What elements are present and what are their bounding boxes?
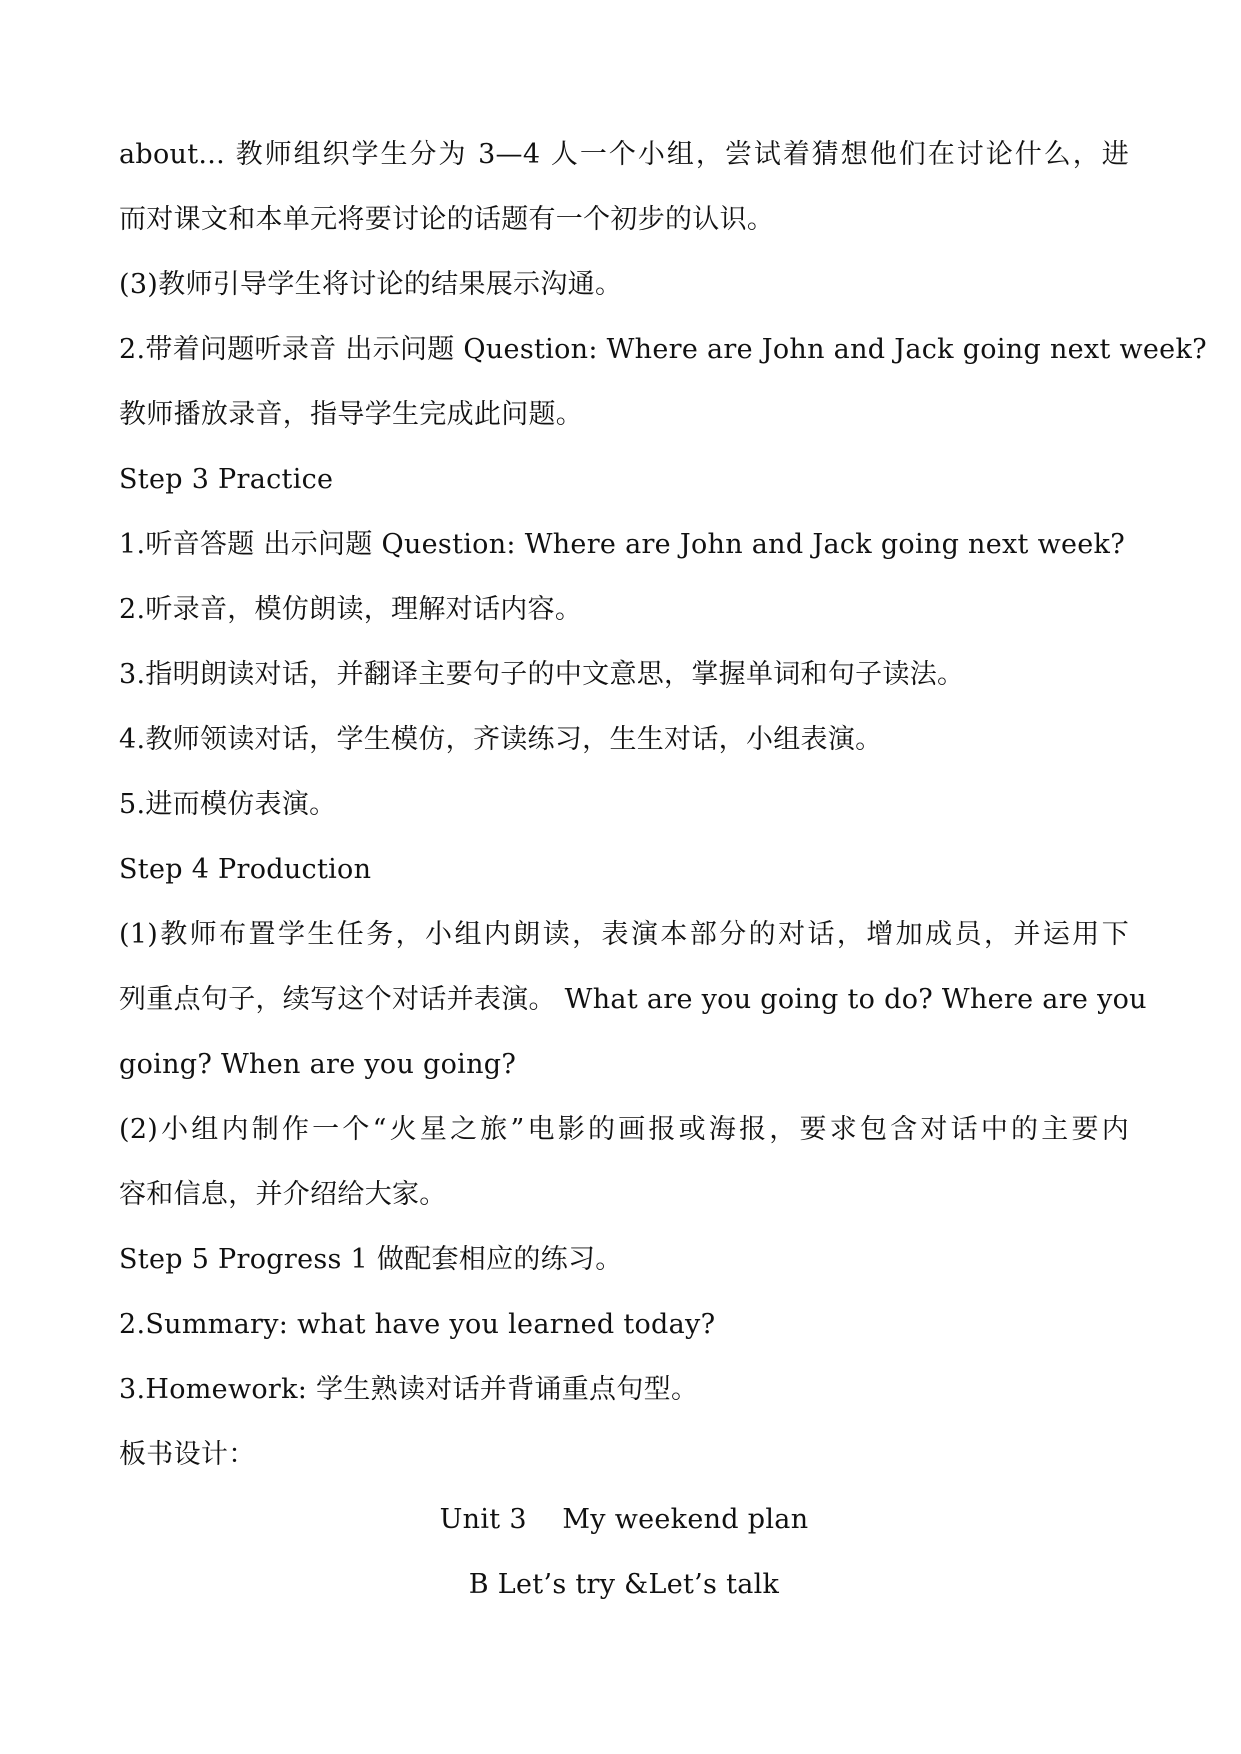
paragraph-line: 4.教师领读对话，学生模仿，齐读练习，生生对话，小组表演。 xyxy=(119,724,883,755)
paragraph-line: 2.Summary: what have you learned today? xyxy=(119,1309,716,1340)
paragraph-line: 列重点句子，续写这个对话并表演。 What are you going to do? Where are you xyxy=(119,984,1147,1015)
step-heading: Step 4 Production xyxy=(119,854,372,885)
paragraph-line: 1.听音答题 出示问题 Question: Where are John and Jack going next week? xyxy=(119,529,1125,560)
board-design-label: 板书设计： xyxy=(119,1439,256,1470)
document-body xyxy=(119,122,1207,1617)
paragraph-line: 教师播放录音，指导学生完成此问题。 xyxy=(119,399,584,430)
paragraph-line: (1)教师布置学生任务，小组内朗读，表演本部分的对话，增加成员，并运用下 xyxy=(119,919,1129,950)
paragraph-line: 2.带着问题听录音 出示问题 Question: Where are John and Jack going next week? xyxy=(119,334,1207,365)
paragraph-line: (2)小组内制作一个“火星之旅”电影的画报或海报，要求包含对话中的主要内 xyxy=(119,1114,1129,1145)
paragraph-line: 3.Homework: 学生熟读对话并背诵重点句型。 xyxy=(119,1374,699,1405)
step-heading: Step 5 Progress 1 做配套相应的练习。 xyxy=(119,1244,623,1275)
paragraph-line: going? When are you going? xyxy=(119,1049,517,1080)
paragraph-line: 而对课文和本单元将要讨论的话题有一个初步的认识。 xyxy=(119,204,775,235)
paragraph-line: about... 教师组织学生分为 3—4 人一个小组，尝试着猜想他们在讨论什么，进 xyxy=(119,139,1129,170)
paragraph-line: 容和信息，并介绍给大家。 xyxy=(119,1179,447,1210)
paragraph-line: 2.听录音，模仿朗读，理解对话内容。 xyxy=(119,594,583,625)
paragraph-line: 3.指明朗读对话，并翻译主要句子的中文意思，掌握单词和句子读法。 xyxy=(119,659,965,690)
board-title: Unit 3 My weekend plan xyxy=(439,1504,809,1535)
paragraph-line: (3)教师引导学生将讨论的结果展示沟通。 xyxy=(119,269,623,300)
paragraph-line: 5.进而模仿表演。 xyxy=(119,789,337,820)
board-subtitle: B Let’s try &Let’s talk xyxy=(468,1569,780,1600)
step-heading: Step 3 Practice xyxy=(119,464,334,495)
